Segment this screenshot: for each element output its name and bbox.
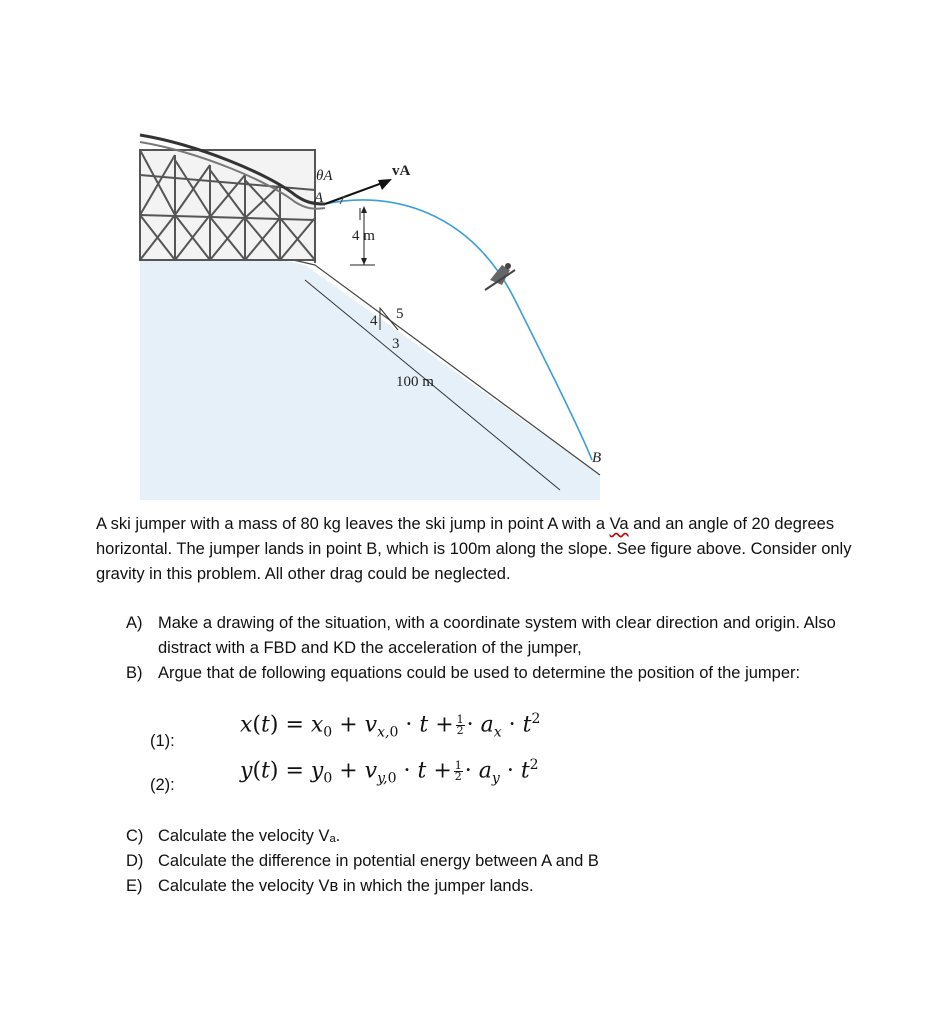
point-b-label: B — [592, 450, 602, 466]
question-c-text: Calculate the velocity Vₐ. — [158, 827, 341, 845]
skier-icon — [485, 263, 515, 290]
theta-label: θA — [316, 168, 333, 184]
ski-jump-figure — [130, 120, 650, 500]
equation-1: $x(t) = x_0 + v_{x,0} \cdot t$ + $\frac{1}{2}$ · $a_x \cdot t^2$ — [240, 711, 541, 741]
question-b-text: Argue that de following equations could be used to determine the position of the jumper: — [158, 664, 801, 682]
question-d-text: Calculate the difference in potential energy between A and B — [158, 852, 599, 870]
ski-jump-diagram — [130, 120, 650, 500]
velocity-label: vA — [392, 163, 411, 179]
equation-1-label: (1): — [150, 732, 175, 750]
problem-statement — [96, 512, 866, 587]
distance-label: 100 m — [396, 374, 434, 390]
point-a-label: A — [314, 190, 324, 206]
snow-slope — [140, 255, 600, 500]
problem-intro-1: A ski jumper with a mass of 80 kg leaves the ski jump in point A with a — [96, 515, 610, 533]
question-d-letter: D) — [126, 852, 144, 870]
equation-2-label: (2): — [150, 776, 175, 794]
equation-2: $y(t) = y_0 + v_{y,0} \cdot t$ + $\frac{1}{2}$ · $a_y \cdot t^2$ — [240, 757, 539, 787]
height-label: 4 m — [352, 228, 375, 244]
question-a-letter: A) — [126, 614, 143, 632]
question-e-text: Calculate the velocity Vʙ in which the jumper lands. — [158, 877, 534, 895]
question-b-letter: B) — [126, 664, 143, 682]
problem-intro-2: and an angle of 20 degrees horizontal. The jumper lands in point B, which is 100m along the slope. See figure above. Consider only gravity in this problem. All other drag could be neglected. — [96, 515, 852, 583]
slope-5-label: 5 — [396, 306, 404, 322]
question-c-letter: C) — [126, 827, 144, 845]
va-text: Va — [609, 515, 629, 533]
question-e-letter: E) — [126, 877, 143, 895]
question-a-text: Make a drawing of the situation, with a coordinate system with clear direction and origin. Also distract with a FBD and KD the acceleration of the jumper, — [158, 614, 836, 657]
slope-4-label: 4 — [370, 313, 378, 329]
slope-3-label: 3 — [392, 336, 400, 352]
